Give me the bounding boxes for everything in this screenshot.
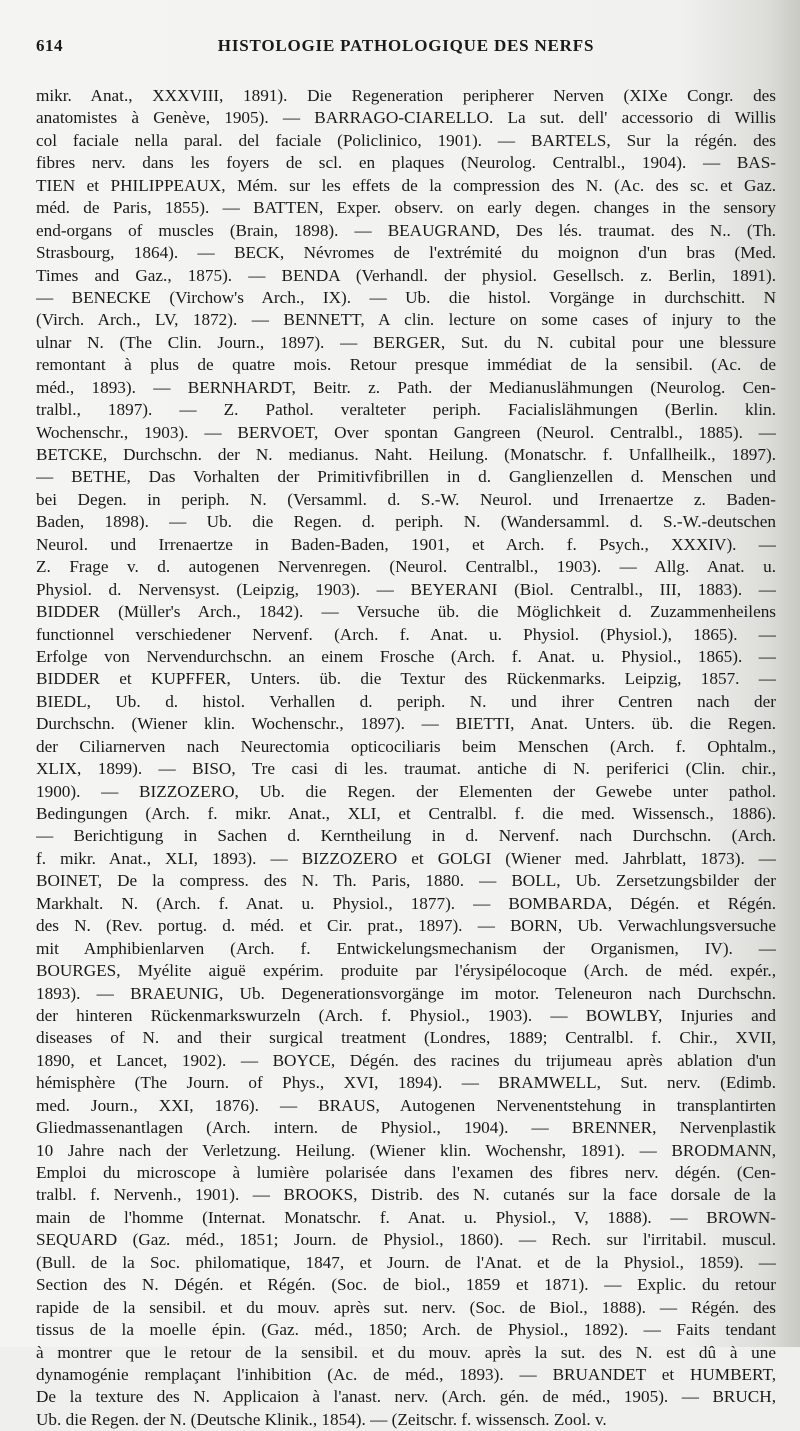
text-line: BETCKE, Durchschn. der N. medianus. Naht. Heilung. (Monatschr. f. Unfallheilk., 1897). xyxy=(36,445,776,464)
bibliography-text xyxy=(36,85,776,1431)
text-line: XLIX, 1899). — BISO, Tre casi di les. traumat. antiche di N. periferici (Clin. chir., xyxy=(36,759,776,779)
text-line: Emploi du microscope à lumière polarisée dans l'examen des fibres nerv. dégén. (Cen- xyxy=(36,1163,776,1182)
text-line: mit Amphibienlarven (Arch. f. Entwickelungsmechanism der Organismen, IV). — xyxy=(36,938,776,958)
text-line: ulnar N. (The Clin. Journ., 1897). — BERGER, Sut. du N. cubital pour une blessure xyxy=(36,332,776,352)
text-line: à montrer que le retour de la sensibil. et du mouv. après la sut. des N. est dû à une xyxy=(36,1342,776,1362)
text-line: 1900). — BIZZOZERO, Ub. die Regen. der Elementen der Gewebe unter pathol. xyxy=(36,781,776,801)
text-line: med. Journ., XXI, 1876). — BRAUS, Autogenen Nervenentstehung in transplantirten xyxy=(36,1095,776,1115)
text-line: hémisphère (The Journ. of Phys., XVI, 1894). — BRAMWELL, Sut. nerv. (Edimb. xyxy=(36,1073,776,1093)
text-line: f. mikr. Anat., XLI, 1893). — BIZZOZERO et GOLGI (Wiener med. Jahrblatt, 1873). — xyxy=(36,848,776,868)
text-line: Bedingungen (Arch. f. mikr. Anat., XLI, et Centralbl. f. die med. Wissensch., 1886). xyxy=(36,804,776,823)
text-line: BIDDER (Müller's Arch., 1842). — Versuche üb. die Möglichkeit d. Zuzammenheilens xyxy=(36,602,776,622)
text-line: Ub. die Regen. der N. (Deutsche Klinik., 1854). — (Zeitschr. f. wissensch. Zool. v. xyxy=(36,1409,607,1429)
text-line: end-organs of muscles (Brain, 1898). — BEAUGRAND, Des lés. traumat. des N.. (Th. xyxy=(36,220,776,240)
text-line: dynamogénie remplaçant l'inhibition (Ac. de méd., 1893). — BRUANDET et HUMBERT, xyxy=(36,1364,776,1384)
text-line: der Ciliarnerven nach Neurectomia opticociliaris beim Menschen (Arch. f. Ophtalm., xyxy=(36,736,776,756)
text-line: diseases of N. and their surgical treatment (Londres, 1889; Centralbl. f. Chir., XVII, xyxy=(36,1028,776,1048)
text-line: 1893). — BRAEUNIG, Ub. Degenerationsvorgänge im motor. Teleneuron nach Durchschn. xyxy=(36,983,776,1003)
text-line: Durchschn. (Wiener klin. Wochenschr., 1897). — BIETTI, Anat. Unters. üb. die Regen. xyxy=(36,714,776,734)
text-line: Strasbourg, 1864). — BECK, Névromes de l'extrémité du moignon d'un bras (Med. xyxy=(36,243,776,263)
text-line: Neurol. und Irrenaertze in Baden-Baden, 1901, et Arch. f. Psych., XXXIV). — xyxy=(36,534,776,554)
text-line: fibres nerv. dans les foyers de scl. en plaques (Neurolog. Centralbl., 1904). — BAS- xyxy=(36,153,776,173)
text-line: Gliedmassenantlagen (Arch. intern. de Physiol., 1904). — BRENNER, Nervenplastik xyxy=(36,1118,776,1138)
text-line: tralbl. f. Nervenh., 1901). — BROOKS, Distrib. des N. cutanés sur la face dorsale de la xyxy=(36,1185,776,1205)
text-line: (Virch. Arch., LV, 1872). — BENNETT, A clin. lecture on some cases of injury to the xyxy=(36,310,776,330)
text-line: functionnel verschiedener Nervenf. (Arch. f. Anat. u. Physiol. (Physiol.), 1865). — xyxy=(36,624,776,644)
text-line: 10 Jahre nach der Verletzung. Heilung. (Wiener klin. Wochenshr, 1891). — BRODMANN, xyxy=(36,1140,776,1160)
text-line: der hinteren Rückenmarkswurzeln (Arch. f. Physiol., 1903). — BOWLBY, Injuries and xyxy=(36,1005,776,1025)
text-line: des N. (Rev. portug. d. méd. et Cir. prat., 1897). — BORN, Ub. Verwachlungsversuche xyxy=(36,916,776,936)
text-line: 1890, et Lancet, 1902). — BOYCE, Dégén. des racines du trijumeau après ablation d'un xyxy=(36,1050,776,1070)
text-line: méd. de Paris, 1855). — BATTEN, Exper. observ. on early degen. changes in the sensory xyxy=(36,198,776,218)
text-line: Times and Gaz., 1875). — BENDA (Verhandl. der physiol. Gesellsch. z. Berlin, 1891). xyxy=(36,265,776,285)
text-line: BIDDER et KUPFFER, Unters. üb. die Textur des Rückenmarks. Leipzig, 1857. — xyxy=(36,669,776,689)
text-line: Wochenschr., 1903). — BERVOET, Over spontan Gangreen (Neurol. Centralbl., 1885). — xyxy=(36,422,776,442)
running-title: HISTOLOGIE PATHOLOGIQUE DES NERFS xyxy=(217,36,595,55)
text-line: BOINET, De la compress. des N. Th. Paris, 1880. — BOLL, Ub. Zersetzungsbilder der xyxy=(36,871,776,891)
text-line: Z. Frage v. d. autogenen Nervenregen. (Neurol. Centralbl., 1903). — Allg. Anat. u. xyxy=(36,557,776,577)
text-line: tissus de la moelle épin. (Gaz. méd., 1850; Arch. de Physiol., 1892). — Faits tendant xyxy=(36,1320,776,1340)
text-line: SEQUARD (Gaz. méd., 1851; Journ. de Physiol., 1860). — Rech. sur l'irritabil. muscul. xyxy=(36,1230,776,1250)
text-line: méd., 1893). — BERNHARDT, Beitr. z. Path. der Medianuslähmungen (Neurolog. Cen- xyxy=(36,377,776,397)
text-line: remontant à plus de quatre mois. Retour presque immédiat de la sensibil. (Ac. de xyxy=(36,355,776,375)
text-line: Section des N. Dégén. et Régén. (Soc. de biol., 1859 et 1871). — Explic. du retour xyxy=(36,1275,776,1295)
text-line: rapide de la sensibil. et du mouv. après sut. nerv. (Soc. de Biol., 1888). — Régén. des xyxy=(36,1297,776,1317)
text-line: main de l'homme (Internat. Monatschr. f. Anat. u. Physiol., V, 1888). — BROWN- xyxy=(36,1207,776,1227)
text-line: TIEN et PHILIPPEAUX, Mém. sur les effets de la compression des N. (Ac. des sc. et Gaz. xyxy=(36,175,776,195)
text-line: — BETHE, Das Vorhalten der Primitivfibrillen in d. Ganglienzellen d. Menschen und xyxy=(36,467,776,487)
text-line: — Berichtigung in Sachen d. Kerntheilung in d. Nervenf. nach Durchschn. (Arch. xyxy=(36,826,776,846)
text-line: De la texture des N. Applicaion à l'anast. nerv. (Arch. gén. de méd., 1905). — BRUCH, xyxy=(36,1387,776,1407)
text-line: Markhalt. N. (Arch. f. Anat. u. Physiol., 1877). — BOMBARDA, Dégén. et Régén. xyxy=(36,893,776,913)
text-line: tralbl., 1897). — Z. Pathol. veralteter periph. Facialislähmungen (Berlin. klin. xyxy=(36,400,776,420)
text-line: Physiol. d. Nervensyst. (Leipzig, 1903). — BEYERANI (Biol. Centralbl., III, 1883). — xyxy=(36,579,776,599)
page-header xyxy=(36,36,776,66)
page-number: 614 xyxy=(36,36,63,55)
text-line: (Bull. de la Soc. philomatique, 1847, et Journ. de l'Anat. et de la Physiol., 1859). — xyxy=(36,1252,776,1272)
text-line: anatomistes à Genève, 1905). — BARRAGO-CIARELLO. La sut. dell' accessorio di Willis xyxy=(36,108,776,128)
text-line: bei Degen. in periph. N. (Versamml. d. S.-W. Neurol. und Irrenaertze z. Baden- xyxy=(36,489,776,509)
text-line: BOURGES, Myélite aiguë expérim. produite par l'érysipélocoque (Arch. de méd. expér., xyxy=(36,961,776,981)
text-line: BIEDL, Ub. d. histol. Verhallen d. periph. N. und ihrer Centren nach der xyxy=(36,691,776,711)
text-line: col faciale nella paral. del faciale (Policlinico, 1901). — BARTELS, Sur la régén. des xyxy=(36,130,776,150)
text-line: — BENECKE (Virchow's Arch., IX). — Ub. die histol. Vorgänge in durchschitt. N xyxy=(36,287,776,307)
text-line: Baden, 1898). — Ub. die Regen. d. periph. N. (Wandersamml. d. S.-W.-deutschen xyxy=(36,512,776,532)
text-line: mikr. Anat., XXXVIII, 1891). Die Regeneration peripherer Nerven (XIXe Congr. des xyxy=(36,86,776,105)
text-line: Erfolge von Nervendurchschn. an einem Frosche (Arch. f. Anat. u. Physiol., 1865). — xyxy=(36,646,776,666)
